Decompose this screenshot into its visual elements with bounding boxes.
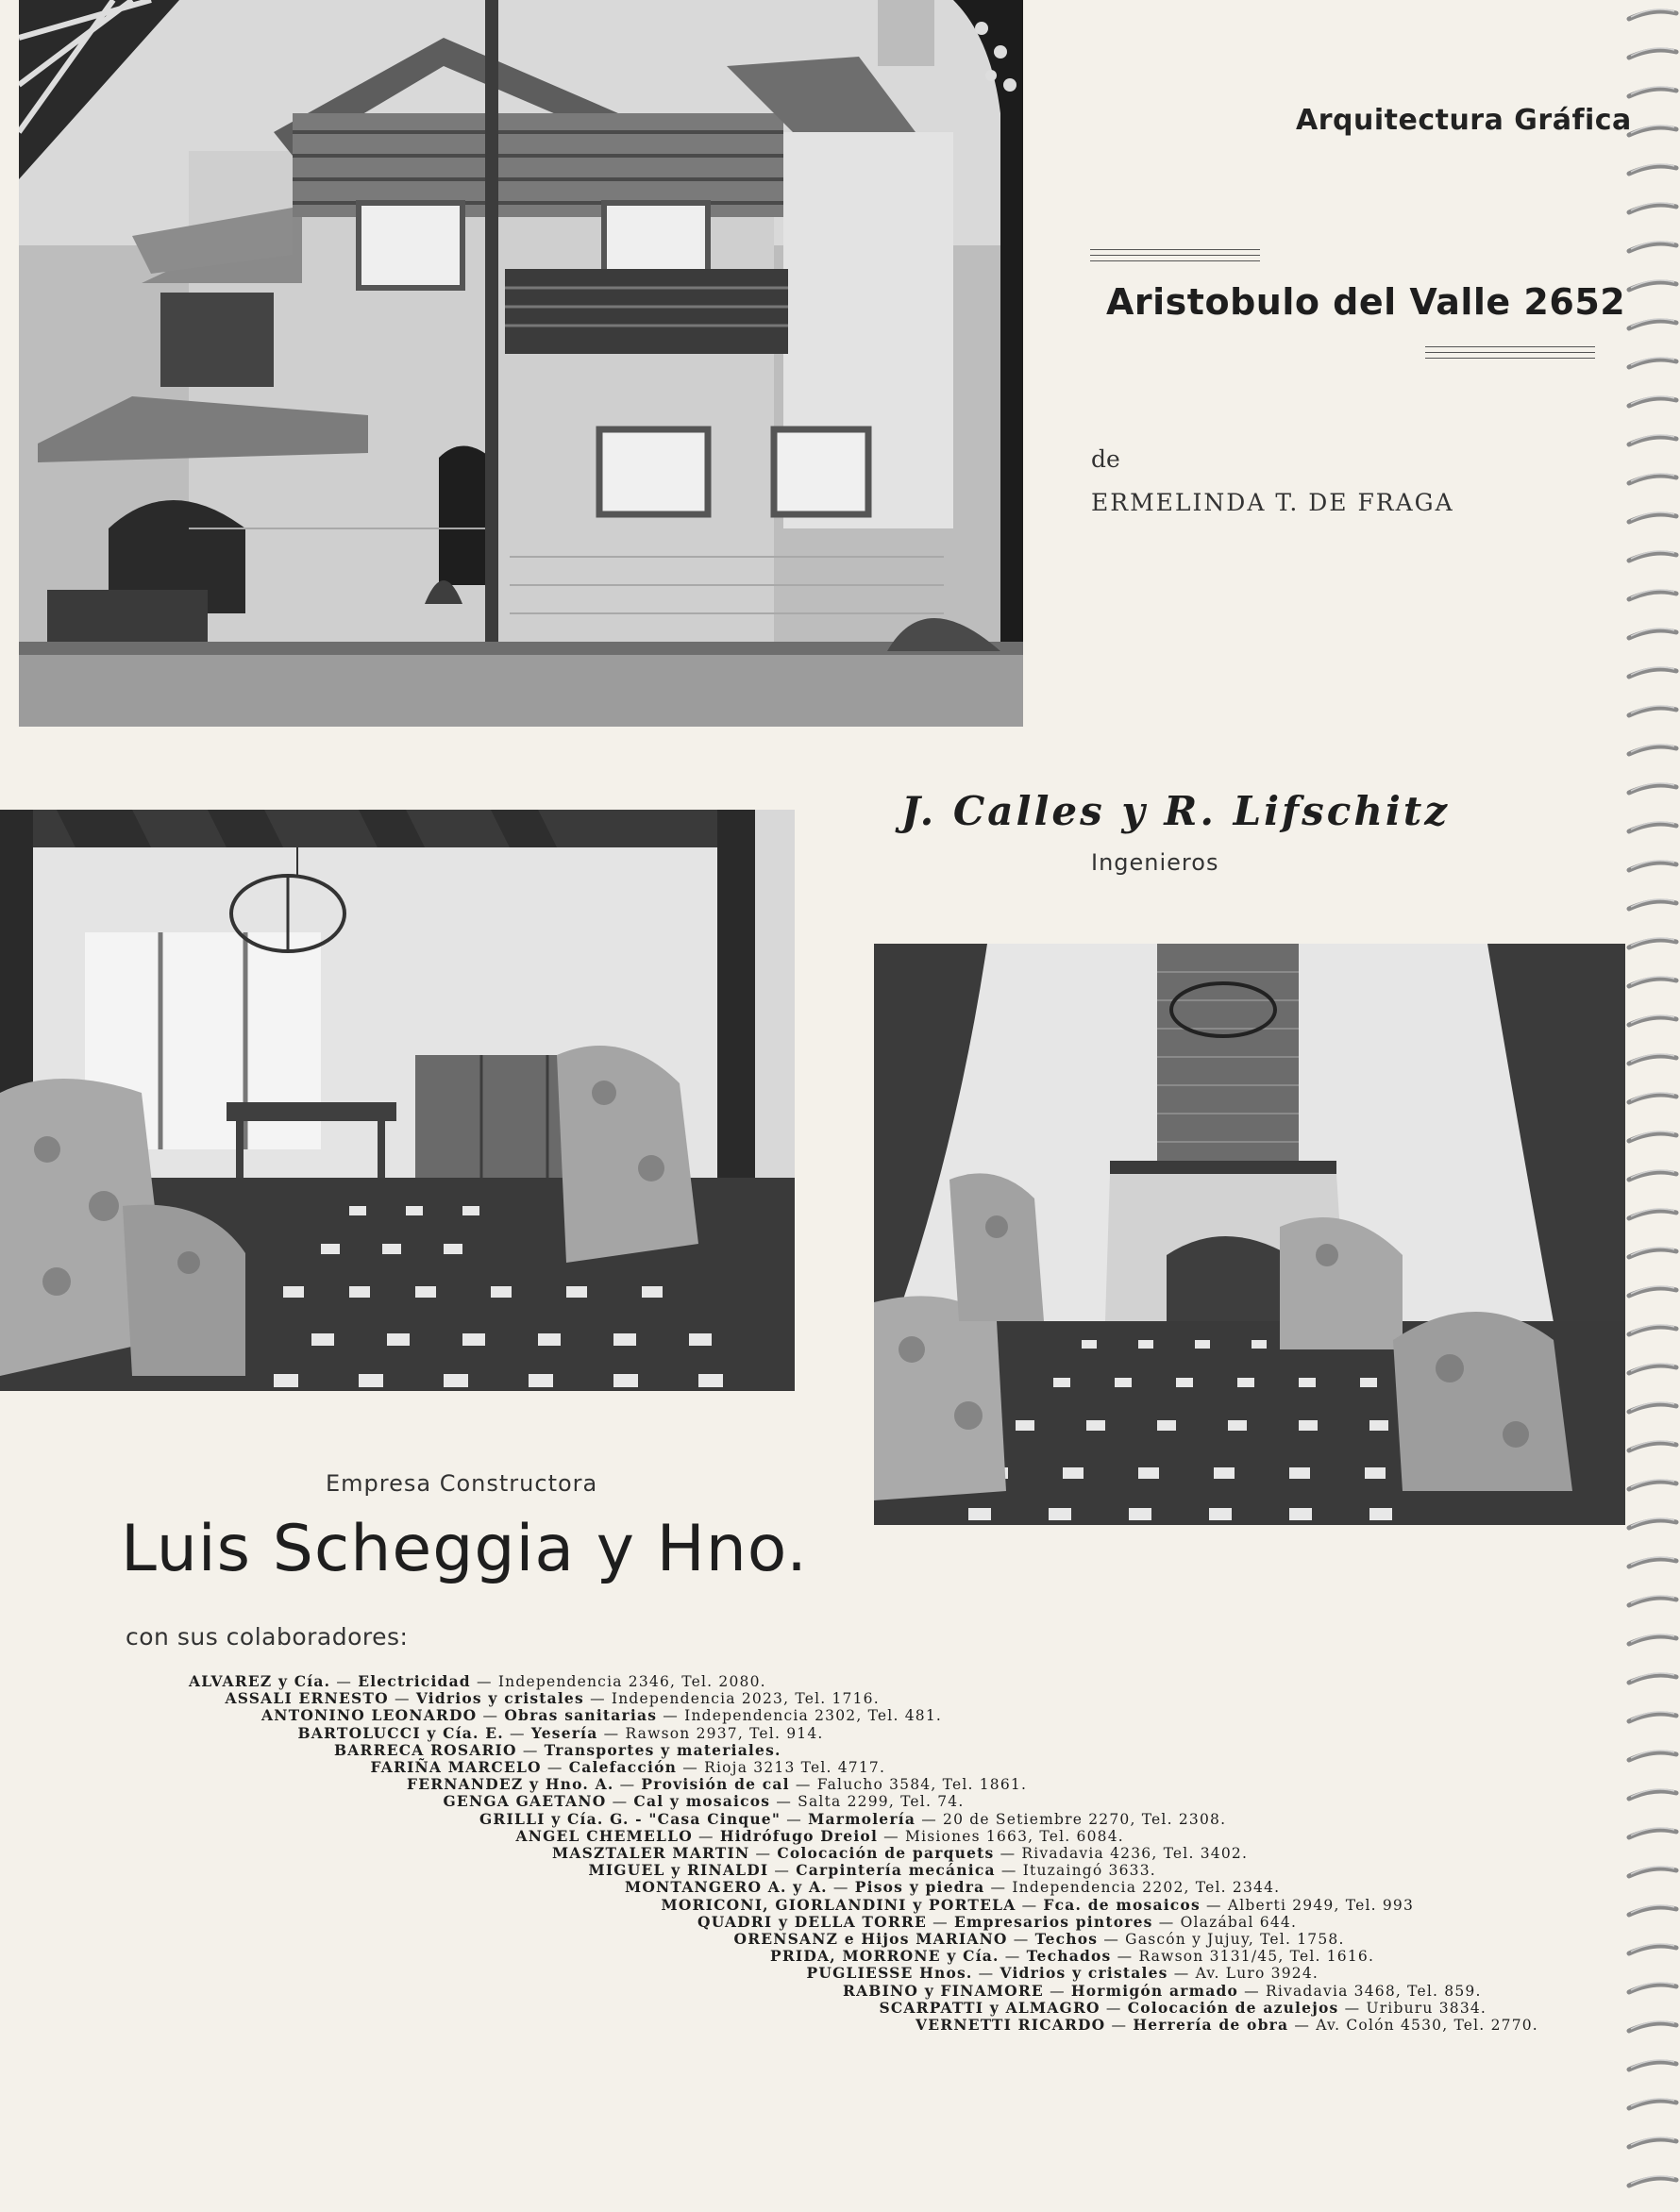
collaborator-address: 20 de Setiembre 2270, Tel. 2308. bbox=[943, 1810, 1227, 1828]
collaborator-name: RABINO y FINAMORE bbox=[843, 1981, 1044, 2000]
collaborator-name: MASZTALER MARTIN bbox=[552, 1844, 750, 1862]
company-name: Luis Scheggia y Hno. bbox=[121, 1512, 808, 1586]
collaborator-name: PRIDA, MORRONE y Cía. bbox=[770, 1947, 1000, 1966]
collaborator-address: Rioja 3213 Tel. 4717. bbox=[704, 1759, 886, 1776]
collaborator-name: PUGLIESSE Hnos. bbox=[806, 1964, 973, 1983]
collaborator-row: ANTONINO LEONARDO — Obras sanitarias — Independencia 2302, Tel. 481. bbox=[261, 1706, 943, 1725]
collaborator-trade: Techados bbox=[1026, 1947, 1112, 1966]
collaborator-address: Independencia 2302, Tel. 481. bbox=[684, 1707, 943, 1725]
collaborator-name: VERNETTI RICARDO bbox=[916, 2016, 1106, 2034]
collaborator-trade: Colocación de parquets bbox=[777, 1844, 995, 1862]
collaborator-trade: Fca. de mosaicos bbox=[1043, 1895, 1201, 1914]
divider bbox=[1090, 260, 1260, 261]
collaborator-trade: Marmolería bbox=[808, 1809, 916, 1828]
collaborator-address: Independencia 2202, Tel. 2344. bbox=[1012, 1879, 1281, 1897]
collaborator-trade: Herrería de obra bbox=[1133, 2016, 1289, 2034]
divider bbox=[1425, 352, 1595, 353]
collaborator-name: MIGUEL y RINALDI bbox=[588, 1861, 769, 1880]
collaborator-address: Independencia 2023, Tel. 1716. bbox=[611, 1690, 880, 1708]
collaborator-trade: Hormigón armado bbox=[1070, 1981, 1239, 2000]
collaborator-name: BARTOLUCCI y Cía. E. bbox=[297, 1723, 504, 1742]
collaborator-address: Rivadavia 3468, Tel. 859. bbox=[1266, 1982, 1482, 2000]
collaborator-trade: Vidrios y cristales bbox=[1000, 1964, 1168, 1983]
collaborator-address: Falucho 3584, Tel. 1861. bbox=[816, 1776, 1028, 1794]
collaborator-trade: Cal y mosaicos bbox=[633, 1792, 771, 1811]
collaborator-trade: Techos bbox=[1034, 1930, 1099, 1948]
collaborator-row: ANGEL CHEMELLO — Hidrófugo Dreiol — Misiones 1663, Tel. 6084. bbox=[515, 1826, 1124, 1845]
collaborator-trade: Yesería bbox=[530, 1723, 598, 1742]
collaborator-row: ASSALI ERNESTO — Vidrios y cristales — Independencia 2023, Tel. 1716. bbox=[225, 1689, 880, 1708]
collaborator-address: Salta 2299, Tel. 74. bbox=[798, 1793, 965, 1811]
collaborator-name: QUADRI y DELLA TORRE bbox=[697, 1912, 928, 1931]
collaborator-name: GRILLI y Cía. G. - "Casa Cinque" bbox=[479, 1809, 781, 1828]
collaborator-row: BARRECA ROSARIO — Transportes y materiales. bbox=[334, 1740, 781, 1759]
collaborator-name: ORENSANZ e Hijos MARIANO bbox=[733, 1930, 1008, 1948]
owner-prefix: de bbox=[1091, 445, 1120, 473]
collaborator-name: ALVAREZ y Cía. bbox=[189, 1672, 331, 1690]
collaborator-row: FERNANDEZ y Hno. A. — Provisión de cal — Falucho 3584, Tel. 1861. bbox=[407, 1775, 1028, 1794]
collaborator-row: GRILLI y Cía. G. - "Casa Cinque" — Marmolería — 20 de Setiembre 2270, Tel. 2308. bbox=[479, 1809, 1227, 1828]
collaborator-name: ANTONINO LEONARDO bbox=[261, 1706, 478, 1725]
collaborator-address: Ituzaingó 3633. bbox=[1022, 1862, 1156, 1880]
collaborator-address: Av. Colón 4530, Tel. 2770. bbox=[1316, 2017, 1538, 2034]
collaborator-row: PUGLIESSE Hnos. — Vidrios y cristales — Av. Luro 3924. bbox=[806, 1964, 1319, 1983]
collaborator-address: Rawson 2937, Tel. 914. bbox=[625, 1724, 824, 1742]
collaborator-row: MIGUEL y RINALDI — Carpintería mecánica — Ituzaingó 3633. bbox=[588, 1861, 1156, 1880]
collaborator-name: MORICONI, GIORLANDINI y PORTELA bbox=[661, 1895, 1016, 1914]
collaborator-trade: Hidrófugo Dreiol bbox=[719, 1826, 879, 1845]
collaborator-name: BARRECA ROSARIO bbox=[334, 1740, 517, 1759]
collaborator-row: SCARPATTI y ALMAGRO — Colocación de azulejos — Uriburu 3834. bbox=[879, 1998, 1487, 2017]
collaborator-trade: Vidrios y cristales bbox=[415, 1689, 584, 1708]
collaborator-name: ANGEL CHEMELLO bbox=[515, 1826, 693, 1845]
collaborator-row: FARIÑA MARCELO — Calefacción — Rioja 3213 Tel. 4717. bbox=[370, 1758, 886, 1776]
collaborator-trade: Calefacción bbox=[568, 1758, 678, 1776]
collaborator-name: GENGA GAETANO bbox=[443, 1792, 607, 1811]
collaborator-row: MASZTALER MARTIN — Colocación de parquets — Rivadavia 4236, Tel. 3402. bbox=[552, 1844, 1249, 1862]
fireplace-room-photo bbox=[874, 944, 1625, 1525]
collaborator-address: Alberti 2949, Tel. 993 bbox=[1227, 1896, 1415, 1914]
collaborator-address: Misiones 1663, Tel. 6084. bbox=[905, 1827, 1124, 1845]
collaborator-name: FERNANDEZ y Hno. A. bbox=[407, 1775, 614, 1794]
collaborator-row: RABINO y FINAMORE — Hormigón armado — Rivadavia 3468, Tel. 859. bbox=[843, 1981, 1482, 2000]
company-type: Empresa Constructora bbox=[326, 1470, 598, 1497]
project-owner: ERMELINDA T. DE FRAGA bbox=[1091, 489, 1454, 516]
collaborator-address: Uriburu 3834. bbox=[1366, 1999, 1487, 2017]
collaborator-address: Olazábal 644. bbox=[1180, 1913, 1298, 1931]
house-exterior-photo bbox=[19, 0, 1023, 727]
collaborator-trade: Obras sanitarias bbox=[504, 1706, 658, 1725]
collaborator-row: VERNETTI RICARDO — Herrería de obra — Av. Colón 4530, Tel. 2770. bbox=[916, 2016, 1538, 2034]
collaborator-row: GENGA GAETANO — Cal y mosaicos — Salta 2299, Tel. 74. bbox=[443, 1792, 965, 1811]
collaborator-address: Rawson 3131/45, Tel. 1616. bbox=[1138, 1948, 1375, 1966]
collaborator-row: ALVAREZ y Cía. — Electricidad — Independencia 2346, Tel. 2080. bbox=[189, 1672, 766, 1690]
collaborator-trade: Empresarios pintores bbox=[954, 1912, 1153, 1931]
collaborator-address: Gascón y Jujuy, Tel. 1758. bbox=[1125, 1931, 1345, 1948]
collaborator-row: MORICONI, GIORLANDINI y PORTELA — Fca. de mosaicos — Alberti 2949, Tel. 993 bbox=[661, 1895, 1415, 1914]
collaborator-row: BARTOLUCCI y Cía. E. — Yesería — Rawson 2937, Tel. 914. bbox=[297, 1723, 824, 1742]
collaborator-row: ORENSANZ e Hijos MARIANO — Techos — Gascón y Jujuy, Tel. 1758. bbox=[733, 1930, 1345, 1948]
collaborator-trade: Provisión de cal bbox=[641, 1775, 790, 1794]
publication-title: Arquitectura Gráfica bbox=[1296, 104, 1632, 137]
project-address: Aristobulo del Valle 2652 bbox=[1106, 281, 1626, 323]
collaborator-row: QUADRI y DELLA TORRE — Empresarios pintores — Olazábal 644. bbox=[697, 1912, 1298, 1931]
divider bbox=[1425, 358, 1595, 359]
divider bbox=[1090, 255, 1260, 256]
collaborator-name: SCARPATTI y ALMAGRO bbox=[879, 1998, 1100, 2017]
collaborator-address: Av. Luro 3924. bbox=[1195, 1965, 1319, 1983]
collaborator-row: PRIDA, MORRONE y Cía. — Techados — Rawson 3131/45, Tel. 1616. bbox=[770, 1947, 1375, 1966]
collaborator-address: Independencia 2346, Tel. 2080. bbox=[497, 1673, 766, 1690]
collaborator-name: ASSALI ERNESTO bbox=[225, 1689, 389, 1708]
collaborator-trade: Transportes y materiales. bbox=[544, 1740, 781, 1759]
collaborator-trade: Colocación de azulejos bbox=[1127, 1998, 1339, 2017]
collaborator-row: MONTANGERO A. y A. — Pisos y piedra — Independencia 2202, Tel. 2344. bbox=[625, 1878, 1281, 1897]
engineers-role: Ingenieros bbox=[1091, 849, 1219, 876]
dining-room-photo bbox=[0, 810, 795, 1391]
collaborators-intro: con sus colaboradores: bbox=[126, 1623, 409, 1651]
engineers-names: J. Calles y R. Lifschitz bbox=[901, 788, 1451, 834]
collaborator-name: MONTANGERO A. y A. bbox=[625, 1878, 828, 1897]
collaborator-trade: Electricidad bbox=[358, 1672, 471, 1690]
spiral-binding bbox=[1625, 0, 1680, 2208]
collaborator-trade: Carpintería mecánica bbox=[796, 1861, 996, 1880]
divider bbox=[1425, 346, 1595, 347]
collaborator-name: FARIÑA MARCELO bbox=[370, 1758, 542, 1776]
collaborator-trade: Pisos y piedra bbox=[854, 1878, 985, 1897]
divider bbox=[1090, 249, 1260, 250]
collaborator-address: Rivadavia 4236, Tel. 3402. bbox=[1021, 1845, 1249, 1862]
